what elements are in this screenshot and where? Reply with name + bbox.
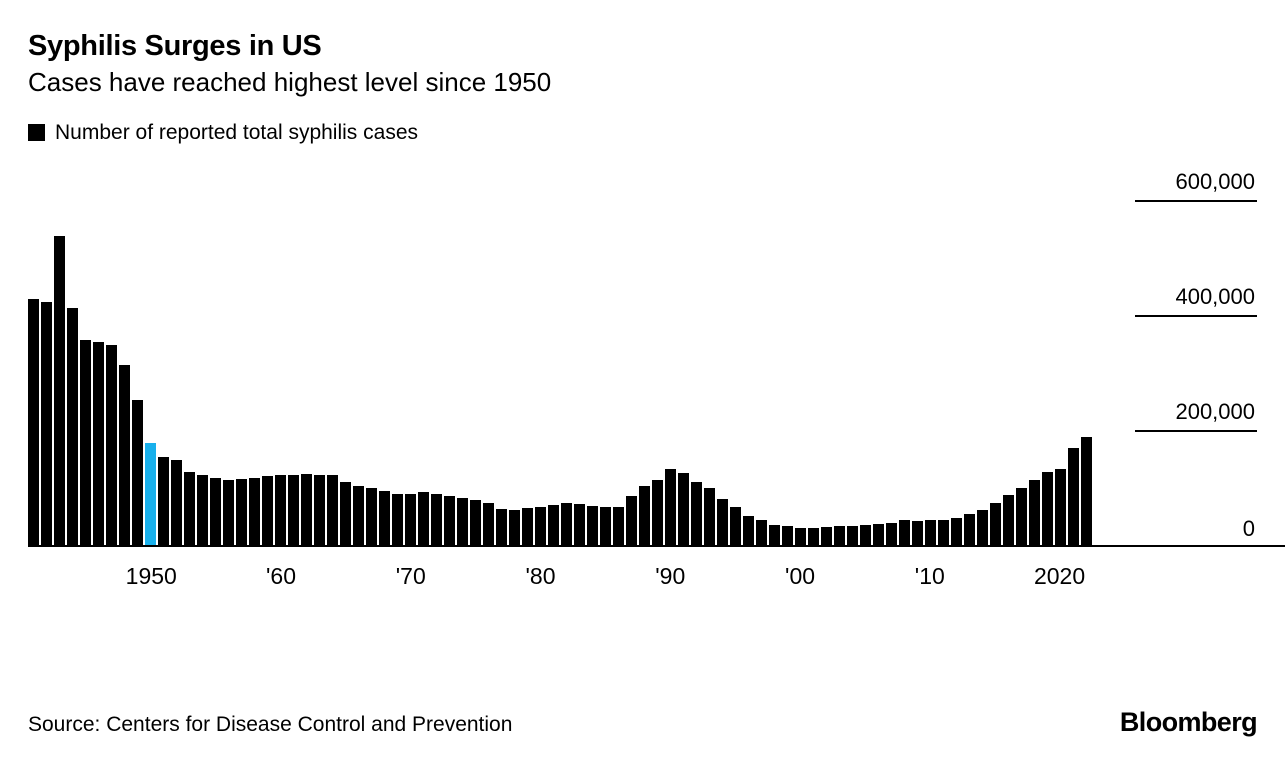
bar bbox=[574, 504, 585, 547]
bar bbox=[860, 525, 871, 546]
bar bbox=[964, 514, 975, 547]
bar bbox=[210, 478, 221, 547]
bar bbox=[327, 475, 338, 546]
bar bbox=[1055, 469, 1066, 546]
bar bbox=[444, 496, 455, 547]
bar bbox=[561, 503, 572, 546]
y-axis-tick bbox=[1097, 169, 1257, 202]
bar bbox=[93, 342, 104, 546]
bar bbox=[132, 400, 143, 547]
x-axis-tick-label: '90 bbox=[655, 562, 686, 589]
page-subtitle: Cases have reached highest level since 1950 bbox=[28, 67, 552, 98]
plot-region bbox=[28, 179, 1092, 547]
bar bbox=[1003, 495, 1014, 546]
gridline bbox=[1135, 315, 1257, 317]
bar bbox=[158, 457, 169, 546]
bar bbox=[769, 525, 780, 547]
source-note: Source: Centers for Disease Control and Prevention bbox=[28, 713, 513, 736]
bar bbox=[873, 524, 884, 546]
x-axis-tick-label: '10 bbox=[914, 562, 945, 589]
bar bbox=[379, 491, 390, 546]
bar bbox=[405, 494, 416, 546]
chart-legend bbox=[28, 121, 1257, 145]
bar bbox=[392, 494, 403, 547]
bar bbox=[106, 345, 117, 546]
x-axis-tick-label: '60 bbox=[266, 562, 297, 589]
bar bbox=[80, 340, 91, 547]
bar bbox=[743, 516, 754, 546]
bar bbox=[717, 499, 728, 546]
bar bbox=[509, 510, 520, 547]
bar bbox=[262, 476, 273, 546]
bar bbox=[951, 518, 962, 547]
bar bbox=[1042, 472, 1053, 547]
bar bbox=[600, 507, 611, 546]
y-axis-tick-label: 0 bbox=[1242, 515, 1255, 541]
bar bbox=[665, 469, 676, 547]
bar bbox=[912, 521, 923, 547]
bar bbox=[496, 509, 507, 546]
bar bbox=[535, 507, 546, 547]
bar bbox=[522, 508, 533, 547]
bar bbox=[1068, 448, 1079, 547]
bar bbox=[756, 520, 767, 547]
bar bbox=[1029, 480, 1040, 547]
bar bbox=[691, 482, 702, 547]
bar bbox=[366, 488, 377, 547]
bar bbox=[626, 496, 637, 547]
bar bbox=[54, 236, 65, 547]
bar bbox=[977, 510, 988, 547]
bar bbox=[847, 526, 858, 547]
bar bbox=[652, 480, 663, 546]
y-axis-tick bbox=[1097, 516, 1257, 547]
x-axis-tick-label: '00 bbox=[785, 562, 816, 589]
bar bbox=[28, 299, 39, 546]
bar bbox=[938, 520, 949, 547]
bar bbox=[639, 486, 650, 546]
x-axis-tick-label: 1950 bbox=[125, 562, 177, 589]
bar bbox=[67, 308, 78, 547]
bar bbox=[613, 507, 624, 546]
bar bbox=[145, 443, 156, 547]
bar bbox=[418, 492, 429, 547]
x-axis-tick-label: 2020 bbox=[1033, 562, 1086, 589]
bar bbox=[990, 503, 1001, 546]
gridline bbox=[1135, 200, 1257, 202]
legend-label: Number of reported total syphilis cases bbox=[55, 120, 418, 144]
y-axis-tick-label: 400,000 bbox=[1175, 283, 1255, 309]
page-title: Syphilis Surges in US bbox=[28, 30, 322, 62]
x-axis-tick-label: '80 bbox=[525, 562, 556, 589]
bar bbox=[730, 507, 741, 547]
y-axis-tick bbox=[1097, 284, 1257, 317]
legend-swatch-icon bbox=[28, 124, 45, 141]
bar bbox=[249, 478, 260, 547]
bar bbox=[171, 460, 182, 546]
bar bbox=[886, 523, 897, 547]
bar bbox=[587, 506, 598, 546]
y-axis-tick-label: 600,000 bbox=[1175, 168, 1255, 194]
bar bbox=[470, 500, 481, 547]
bar bbox=[899, 520, 910, 547]
gridline bbox=[1135, 430, 1257, 432]
x-axis-tick-label: '70 bbox=[395, 562, 426, 589]
bar bbox=[223, 480, 234, 546]
bar bbox=[288, 475, 299, 546]
y-axis-tick-label: 200,000 bbox=[1175, 398, 1255, 424]
bar-series bbox=[28, 179, 1092, 547]
bar bbox=[353, 486, 364, 546]
bar bbox=[457, 498, 468, 546]
bar bbox=[236, 479, 247, 547]
chart-area bbox=[28, 157, 1257, 627]
bar bbox=[431, 494, 442, 547]
bar bbox=[197, 475, 208, 547]
bar bbox=[678, 473, 689, 547]
bar bbox=[41, 302, 52, 546]
bar bbox=[1081, 437, 1092, 546]
chart-footer bbox=[28, 707, 1257, 738]
bar bbox=[782, 526, 793, 547]
y-axis-labels bbox=[1097, 157, 1257, 547]
bar bbox=[548, 505, 559, 546]
bar bbox=[925, 520, 936, 546]
bar bbox=[1016, 488, 1027, 547]
bar bbox=[834, 526, 845, 546]
bar bbox=[184, 472, 195, 547]
bar bbox=[704, 488, 715, 547]
bar bbox=[119, 365, 130, 546]
bar bbox=[275, 475, 286, 547]
x-axis-labels bbox=[28, 563, 1092, 593]
bar bbox=[314, 475, 325, 547]
brand-logo: Bloomberg bbox=[1119, 707, 1257, 737]
bar bbox=[483, 503, 494, 546]
y-axis-tick bbox=[1097, 399, 1257, 432]
bar bbox=[340, 482, 351, 547]
bar bbox=[301, 474, 312, 546]
